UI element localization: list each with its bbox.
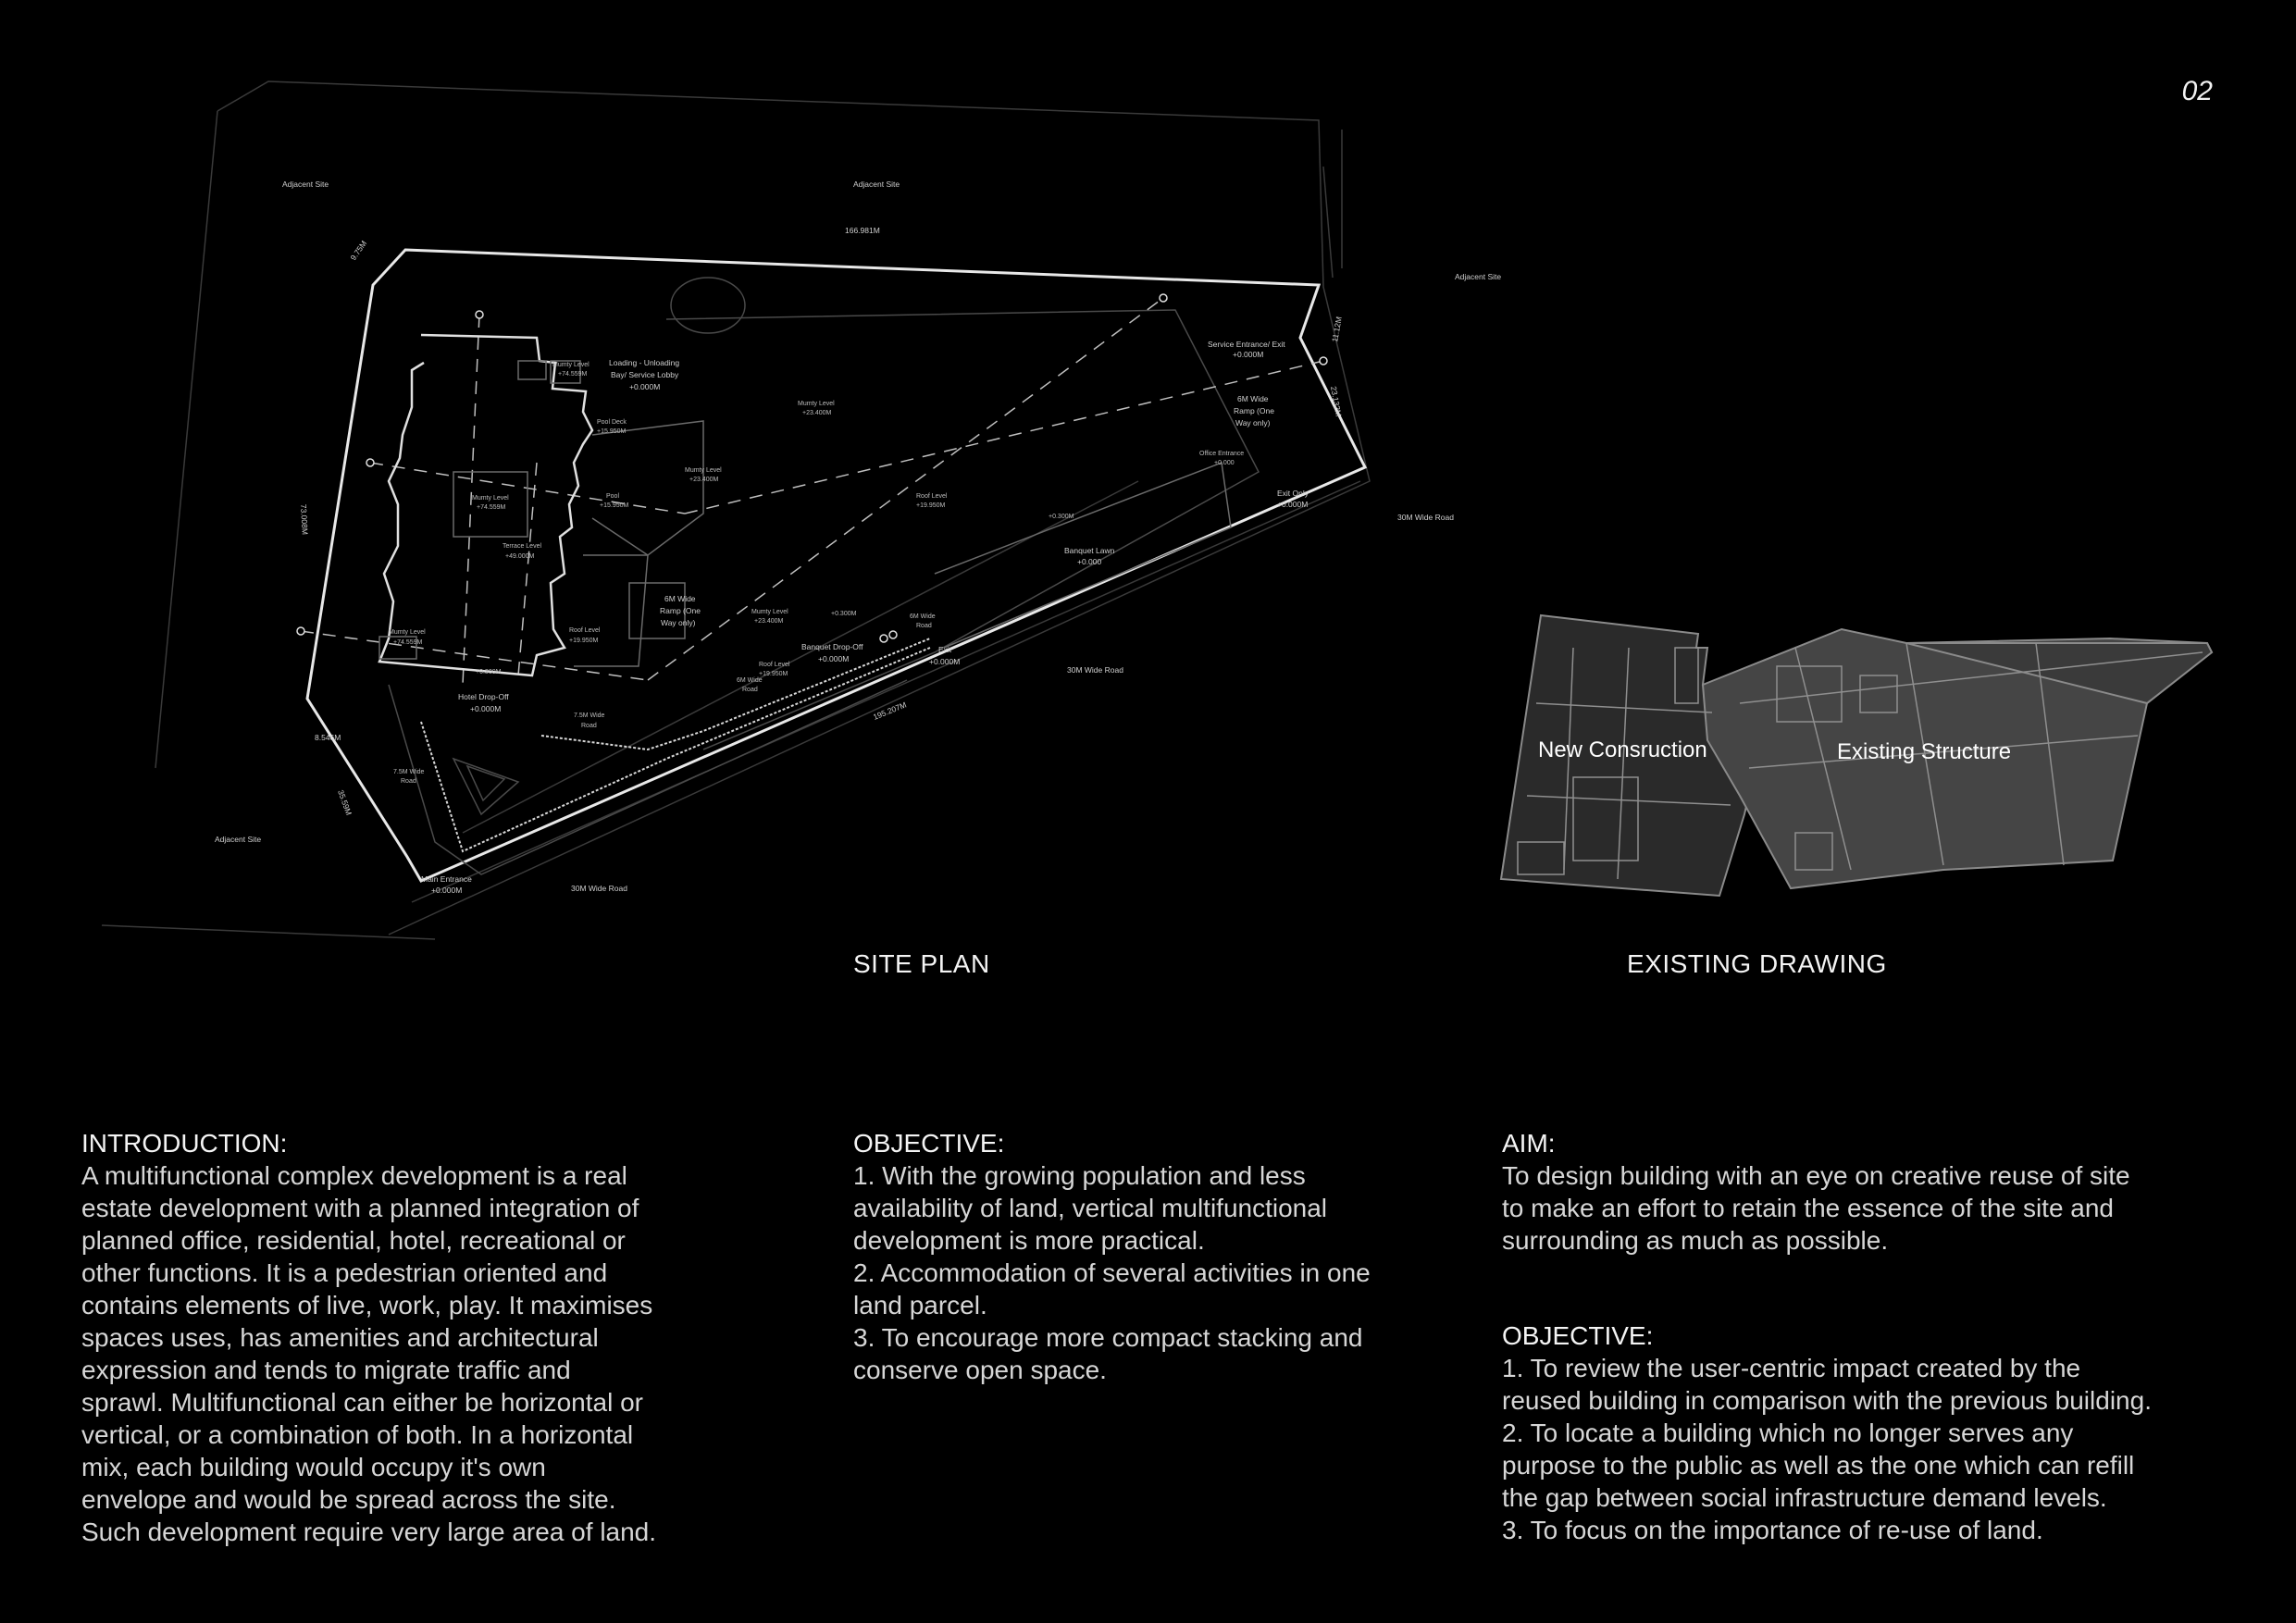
dimension-label: 73.008M (299, 503, 310, 536)
road-label: Road (742, 687, 758, 693)
paragraph-line: reused building in comparison with the previous building. (1502, 1386, 2152, 1415)
level-label: Mumty Level (552, 362, 590, 368)
adjacent-site-label: Adjacent Site (1455, 272, 1502, 281)
level-label: +23.400M (754, 618, 784, 625)
paragraph-line: 3. To encourage more compact stacking and (853, 1323, 1363, 1352)
paragraph-line: the gap between social infrastructure demand levels. (1502, 1483, 2107, 1512)
paragraph-line: planned office, residential, hotel, recreational or (81, 1226, 626, 1255)
loading-label: Loading - Unloading (609, 358, 680, 367)
level-label: +15.950M (600, 502, 629, 509)
paragraph-line: envelope and would be spread across the site. (81, 1485, 616, 1514)
paragraph-line: conserve open space. (853, 1356, 1107, 1384)
ramp-label: 6M Wide (1237, 394, 1269, 403)
road-label: Road (581, 723, 597, 729)
level-label: Mumty Level (751, 609, 788, 615)
level-label: +19.950M (916, 502, 946, 509)
paragraph-line: sprawl. Multifunctional can either be horizontal or (81, 1388, 643, 1417)
paragraph-line: development is more practical. (853, 1226, 1205, 1255)
introduction-heading: INTRODUCTION: (81, 1129, 288, 1158)
dimension-label: 11.12M (1330, 316, 1344, 343)
service-entrance-label: +0.000M (1233, 350, 1264, 359)
new-construction-label: New Consruction (1538, 737, 1707, 762)
level-label: Roof Level (569, 627, 601, 634)
paragraph-line: 1. With the growing population and less (853, 1161, 1306, 1190)
ramp-label: 6M Wide (664, 594, 696, 603)
level-label: Mumty Level (472, 495, 509, 502)
level-label: Roof Level (759, 662, 790, 668)
road-label: 30M Wide Road (1067, 665, 1123, 675)
objective-section (853, 1127, 1446, 1386)
level-label: +74.559M (558, 371, 588, 378)
banquet-lawn-label: Banquet Lawn (1064, 546, 1115, 555)
banquet-lawn-label: +0.000 (1077, 557, 1102, 566)
road-label: Road (401, 778, 416, 785)
banquet-dropoff-label: Banquet Drop-Off (801, 642, 863, 651)
road-label: 6M Wide (737, 677, 763, 684)
level-label: +23.400M (802, 410, 832, 416)
ramp-label: Ramp (One (660, 606, 701, 615)
dimension-label: 23.132M (1329, 385, 1344, 417)
road-label: 30M Wide Road (571, 884, 627, 893)
paragraph-line: surrounding as much as possible. (1502, 1226, 1889, 1255)
paragraph-line: spaces uses, has amenities and architectural (81, 1323, 599, 1352)
existing-structure-label: Existing Structure (1837, 739, 2012, 764)
paragraph-line: A multifunctional complex development is a real (81, 1161, 627, 1190)
paragraph-line: mix, each building would occupy it's own (81, 1453, 546, 1481)
aim-objective-heading: OBJECTIVE: (1502, 1321, 1654, 1350)
level-label: +49.000M (505, 553, 535, 560)
hotel-dropoff-label: Hotel Drop-Off (458, 692, 509, 701)
level-label: +19.950M (569, 638, 599, 644)
exit-only-label: +0.000M (1277, 500, 1309, 509)
adjacent-site-label: Adjacent Site (215, 835, 262, 844)
level-label: +0.300M (831, 611, 857, 617)
level-label: +0.300M (476, 669, 502, 675)
dimension-label: 195.207M (872, 700, 908, 722)
service-entrance-label: Service Entrance/ Exit (1208, 340, 1285, 349)
paragraph-line: estate development with a planned integration of (81, 1194, 639, 1222)
level-label: Roof Level (916, 493, 948, 500)
paragraph-line: Such development require very large area of land. (81, 1518, 657, 1546)
road-label: 7.5M Wide (574, 712, 605, 719)
paragraph-line: contains elements of live, work, play. It maximises (81, 1291, 653, 1319)
adjacent-site-label: Adjacent Site (282, 180, 329, 189)
paragraph-line: 3. To focus on the importance of re-use of land. (1502, 1516, 2043, 1544)
level-label: Mumty Level (685, 467, 722, 474)
paragraph-line: vertical, or a combination of both. In a horizontal (81, 1420, 634, 1449)
paragraph-line: 2. To locate a building which no longer serves any (1502, 1419, 2074, 1447)
dimension-label: 166.981M (845, 226, 880, 235)
dimension-label: 8.546M (315, 733, 341, 742)
road-label: 6M Wide (910, 613, 936, 620)
dimension-label: 35.59M (336, 788, 354, 817)
level-label: +74.559M (477, 504, 506, 511)
level-label: Mumty Level (798, 401, 835, 407)
main-entrance-label: +0.000M (431, 886, 463, 895)
level-label: +23.400M (689, 477, 719, 483)
office-entrance-label: Office Entrance (1199, 451, 1245, 457)
objective-heading: OBJECTIVE: (853, 1129, 1005, 1158)
hotel-dropoff-label: +0.000M (470, 704, 502, 713)
ramp-label: Way only) (1235, 418, 1271, 427)
ramp-label: Ramp (One (1234, 406, 1274, 415)
office-entrance-label: +0.000 (1214, 460, 1235, 466)
banquet-dropoff-label: +0.000M (818, 654, 850, 663)
exit-label: Exit (938, 645, 952, 654)
level-label: +74.559M (393, 639, 423, 646)
level-label: +15.950M (597, 428, 627, 435)
paragraph-line: 2. Accommodation of several activities in one (853, 1258, 1371, 1287)
level-label: Pool (606, 493, 620, 500)
dimension-label: 9.75M (348, 239, 369, 263)
paragraph-line: 1. To review the user-centric impact created by the (1502, 1354, 2081, 1382)
paragraph-line: other functions. It is a pedestrian oriented and (81, 1258, 608, 1287)
level-label: Pool Deck (597, 419, 627, 426)
level-label: +0.300M (1049, 514, 1074, 520)
exit-only-label: Exit Only (1277, 489, 1309, 498)
paragraph-line: to make an effort to retain the essence of the site and (1502, 1194, 2115, 1222)
road-label: 30M Wide Road (1397, 513, 1454, 522)
level-label: Mumty Level (389, 629, 426, 636)
aim-heading: AIM: (1502, 1129, 1556, 1158)
paragraph-line: To design building with an eye on creative reuse of site (1502, 1161, 2130, 1190)
paragraph-line: land parcel. (853, 1291, 987, 1319)
page-number: 02 (2181, 76, 2213, 106)
paragraph-line: availability of land, vertical multifunctional (853, 1194, 1328, 1222)
site-plan-caption: SITE PLAN (853, 949, 990, 978)
main-entrance-label: Main Entrance (421, 874, 472, 884)
exit-label: +0.000M (929, 657, 961, 666)
introduction-section (81, 1127, 729, 1548)
paragraph-line: expression and tends to migrate traffic and (81, 1356, 571, 1384)
ramp-label: Way only) (661, 618, 696, 627)
paragraph-line: purpose to the public as well as the one which can refill (1502, 1451, 2135, 1480)
level-label: +19.950M (759, 671, 788, 677)
existing-drawing-caption: EXISTING DRAWING (1627, 949, 1887, 978)
level-label: Terrace Level (503, 543, 542, 550)
adjacent-site-label: Adjacent Site (853, 180, 900, 189)
road-label: Road (916, 623, 932, 629)
loading-label: +0.000M (629, 382, 661, 391)
aim-section (1502, 1127, 2224, 1546)
loading-label: Bay/ Service Lobby (611, 370, 679, 379)
road-label: 7.5M Wide (393, 769, 425, 775)
